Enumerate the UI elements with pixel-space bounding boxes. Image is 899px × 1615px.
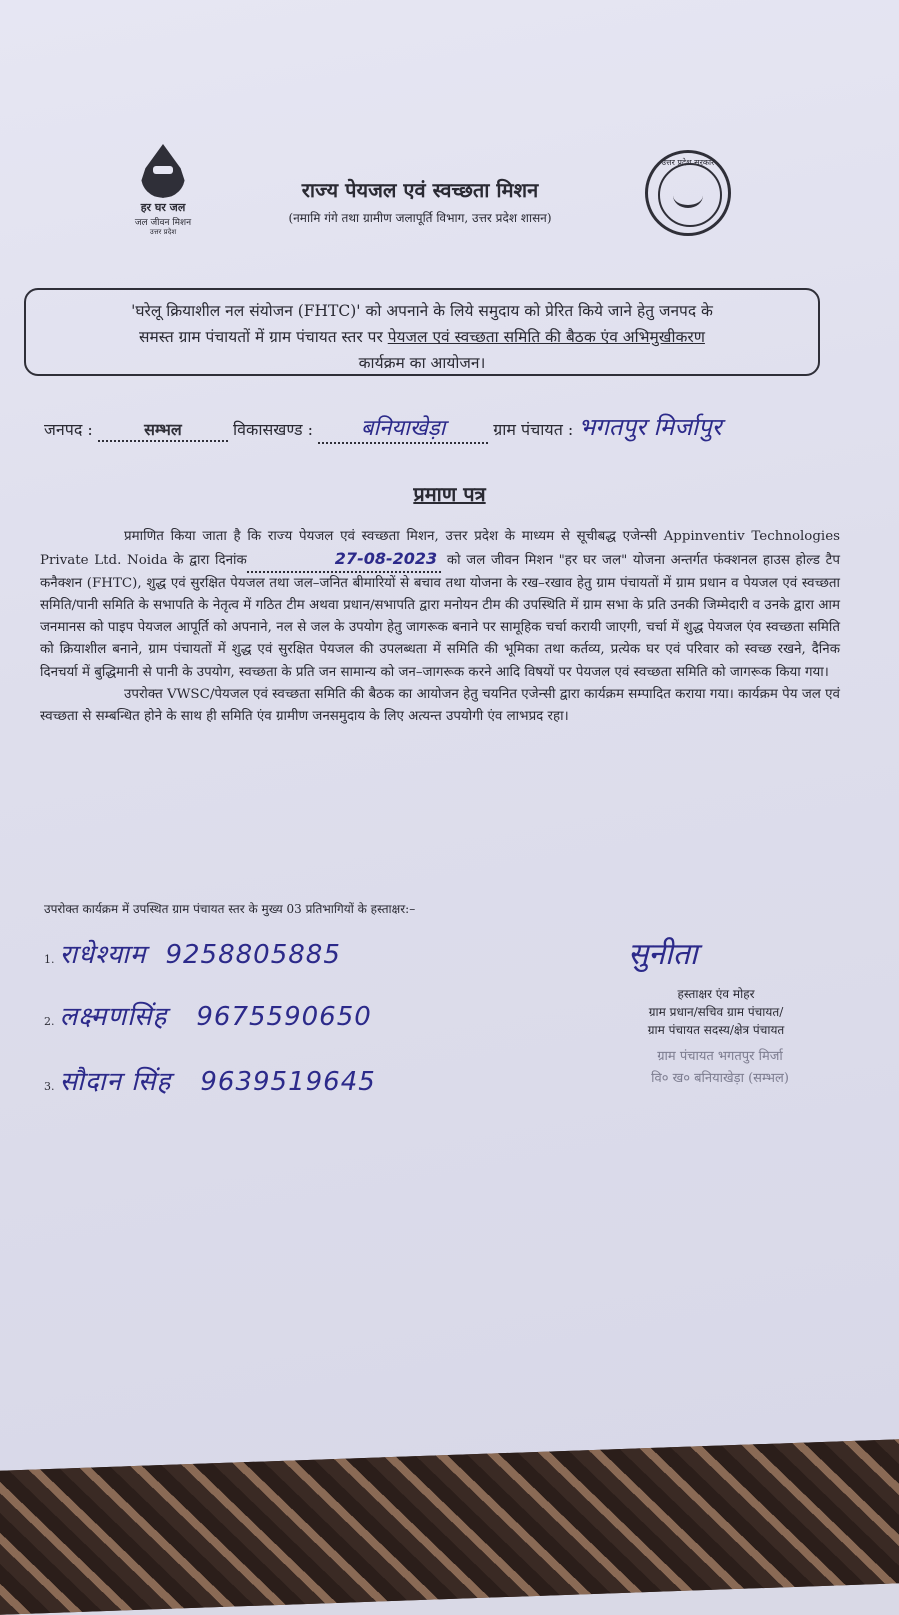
water-drop-icon [141, 144, 185, 198]
pradhan-signature: सुनीता [628, 937, 698, 972]
signatory-block [596, 985, 836, 1039]
participant-phone: 9675590650 [196, 1002, 372, 1032]
participant-name: सौदान सिंह [59, 1067, 172, 1097]
official-stamp [590, 1046, 850, 1090]
participant-number: 1. [44, 953, 55, 966]
participant-phone: 9639519645 [200, 1067, 376, 1097]
signatory-line2: ग्राम प्रधान/सचिव ग्राम पंचायत/ [648, 1005, 784, 1019]
participant-number: 2. [44, 1015, 55, 1028]
mission-title-block [250, 176, 590, 226]
district-value: सम्भल [144, 420, 182, 439]
stamp-line2: वि० ख० बनियाखेड़ा (सम्भल) [651, 1071, 789, 1086]
har-ghar-jal-logo [118, 144, 208, 237]
location-fields [44, 410, 884, 444]
banner-line2 [40, 324, 804, 350]
body-paragraph-2: उपरोक्त VWSC/पेयजल एवं स्वच्छता समिति की बैठक का आयोजन हेतु चयनित एजेन्सी द्वारा कार्यक्रम सम्पादित कराया गया। कार्यक्रम पेय जल एवं स्वच्छता से सम्बन्धित होने के साथ ही समिति एंव ग्रामीण जनसमुदाय के लिए अत्यन्त उपयोगी एंव लाभप्रद रहा। [40, 687, 840, 725]
banner-line3: कार्यक्रम का आयोजन। [358, 354, 486, 372]
body-p1-rest: को जल जीवन मिशन "हर घर जल" योजना अन्तर्गत फंक्शनल हाउस होल्ड टैप कनैक्शन (FHTC), शुद्ध एवं सुरक्षित पेयजल तथा जल–जनित बीमारियों से बचाव तथा योजना के रख–रखाव हेतु ग्राम पंचायतों में ग्राम प्रधान व पेयजल एवं स्वच्छता समिति/पानी समिति के सभापति के नेतृत्व में गठित टीम अथवा प्रधान/सभापति द्वारा मनोयन टीम की उपस्थिति में ग्राम सभा के प्रति उनकी जिम्मेदारी व उनके द्वारा आम जनमानस को पाइप पेयजल आपूर्ति को अपनाने, नल से जल के उपयोग हेतु जागरूक बनाने पर सामूहिक चर्चा करायी जाएगी, चर्चा में शुद्ध पेयजल एंव स्वच्छता समिति को क्रियाशील बनाने, ग्राम पंचायतों में शुद्ध एवं सुरक्षित पेयजल की उपलब्धता में समिति की भूमिका तथा कर्तव्य, प्रत्येक घर एवं परिवार को स्वच्छ रखने, दैनिक दिनचर्या में बुद्धिमानी से पानी के उपयोग, स्वच्छता के प्रति जन सामान्य को जन–जागरूक करने आदि विषयों पर पेयजल एवं स्वच्छता समिति को जागरूक किया गया। [40, 553, 841, 680]
signatory-line1: हस्ताक्षर एंव मोहर [677, 987, 755, 1001]
district-label: जनपद : [44, 420, 93, 439]
participant-number: 3. [44, 1080, 55, 1093]
participant-phone: 9258805885 [165, 940, 341, 970]
mission-subtitle: (नमामि गंगे तथा ग्रामीण जलापूर्ति विभाग, उत्तर प्रदेश शासन) [288, 211, 552, 225]
certificate-body [40, 526, 840, 729]
banner-line2-text: समस्त ग्राम पंचायतों में ग्राम पंचायत स्तर पर [139, 328, 388, 346]
participant-row [44, 997, 564, 1033]
participant-row [44, 1062, 564, 1098]
participants-header: उपरोक्त कार्यक्रम में उपस्थित ग्राम पंचायत स्तर के मुख्य 03 प्रतिभागियों के हस्ताक्षर:– [44, 902, 416, 916]
up-government-seal-icon [645, 150, 731, 236]
stamp-line1: ग्राम पंचायत भगतपुर मिर्जा [657, 1049, 783, 1064]
program-date: 27-08-2023 [247, 548, 441, 572]
block-value: बनियाखेड़ा [360, 416, 446, 441]
logo-line2: जल जीवन मिशन [134, 218, 192, 228]
logo-line3: उत्तर प्रदेश [149, 228, 177, 236]
block-label: विकासखण्ड : [233, 420, 314, 439]
participant-name: राधेश्याम [59, 940, 147, 970]
district-field [98, 418, 228, 442]
certificate-heading: प्रमाण पत्र [413, 482, 486, 506]
gram-panchayat-value: भगतपुर मिर्जापुर [578, 413, 722, 441]
banner-line2-underlined: पेयजल एवं स्वच्छता समिति की बैठक एंव अभिमुखीकरण [387, 328, 705, 346]
signatory-line3: ग्राम पंचायत सदस्य/क्षेत्र पंचायत [647, 1023, 785, 1037]
participant-name: लक्ष्मणसिंह [59, 1002, 168, 1032]
mission-title: राज्य पेयजल एवं स्वच्छता मिशन [301, 178, 539, 202]
seal-text: उत्तर प्रदेश सरकार [661, 158, 715, 167]
participant-row [44, 935, 564, 971]
body-p1-start: प्रमाणित किया जाता है कि राज्य पेयजल एवं स्वच्छता मिशन, उत्तर प्रदेश के माध्यम से सूचीबद्ध एजेन्सी Appinventiv Technologies Private Ltd. Noida के द्वारा दिनांक [40, 529, 840, 569]
banner-line1: 'घरेलू क्रियाशील नल संयोजन (FHTC)' को अपनाने के लिये समुदाय को प्रेरित किये जाने हेतु जनपद के [131, 302, 713, 320]
gram-panchayat-label: ग्राम पंचायत : [493, 420, 574, 439]
body-paragraph-1 [40, 526, 840, 684]
block-field [318, 412, 488, 444]
background-floor [0, 1439, 899, 1614]
program-banner [24, 288, 820, 376]
logo-line1: हर घर जल [140, 201, 186, 214]
